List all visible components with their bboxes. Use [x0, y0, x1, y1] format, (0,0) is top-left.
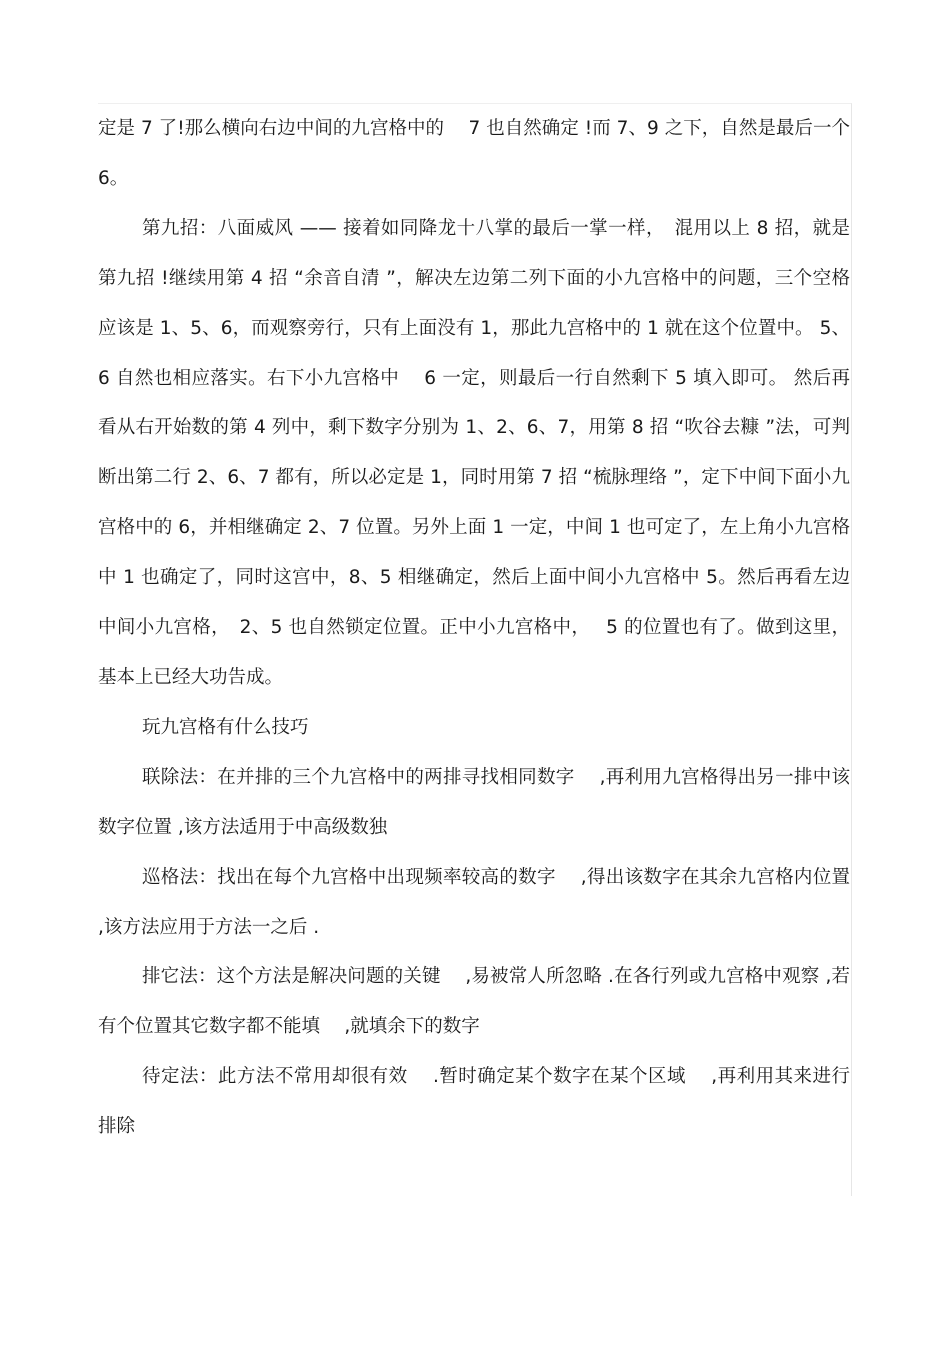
- paragraph-method-pending: 待定法：此方法不常用却很有效 .暂时确定某个数字在某个区域 ,再利用其来进行排除: [98, 1066, 850, 1138]
- paragraph-method-joint-elimination: 联除法：在并排的三个九宫格中的两排寻找相同数字 ,再利用九宫格得出另一排中该数字位置 ,该方法适用于中高级数独: [98, 766, 850, 838]
- paragraph-ninth-move: 第九招：八面威风 —— 接着如同降龙十八掌的最后一掌一样， 混用以上 8 招，就是第九招 !继续用第 4 招 “余音自清 ”，解决左边第二列下面的小九宫格中的问题，三个空格应该是 1、5、6，而观察旁行，只有上面没有 1，那此九宫格中的 1 就在这个位置中。 5、6 自然也相应落实。右下小九宫格中 6 一定，则最后一行自然剩下 5 填入即可。 然后再看从右开始数的第 4 列中，剩下数字分别为 1、2、6、7，用第 8 招 “吹谷去糠 ”法，可判断出第二行 2、6、7 都有，所以必定是 1，同时用第 7 招 “梳脉理络 ”，定下中间下面小九宫格中的 6，并相继确定 2、7 位置。另外上面 1 一定，中间 1 也可定了，左上角小九宫格中 1 也确定了，同时这宫中，8、5 相继确定，然后上面中间小九宫格中 5。然后再看左边中间小九宫格， 2、5 也自然锁定位置。正中小九宫格中， 5 的位置也有了。做到这里，基本上已经大功告成。: [98, 217, 850, 688]
- paragraph-method-exclusion: 排它法：这个方法是解决问题的关键 ,易被常人所忽略 .在各行列或九宫格中观察 ,若有个位置其它数字都不能填 ,就填余下的数字: [98, 966, 850, 1038]
- document-body: [98, 104, 850, 1152]
- section-heading: 玩九宫格有什么技巧: [142, 716, 309, 738]
- paragraph-continuation: 定是 7 了!那么横向右边中间的九宫格中的 7 也自然确定 !而 7、9 之下，自然是最后一个 6。: [98, 118, 850, 189]
- paragraph-method-grid-patrol: 巡格法：找出在每个九宫格中出现频率较高的数字 ,得出该数字在其余九宫格内位置 ,该方法应用于方法一之后 .: [98, 866, 850, 938]
